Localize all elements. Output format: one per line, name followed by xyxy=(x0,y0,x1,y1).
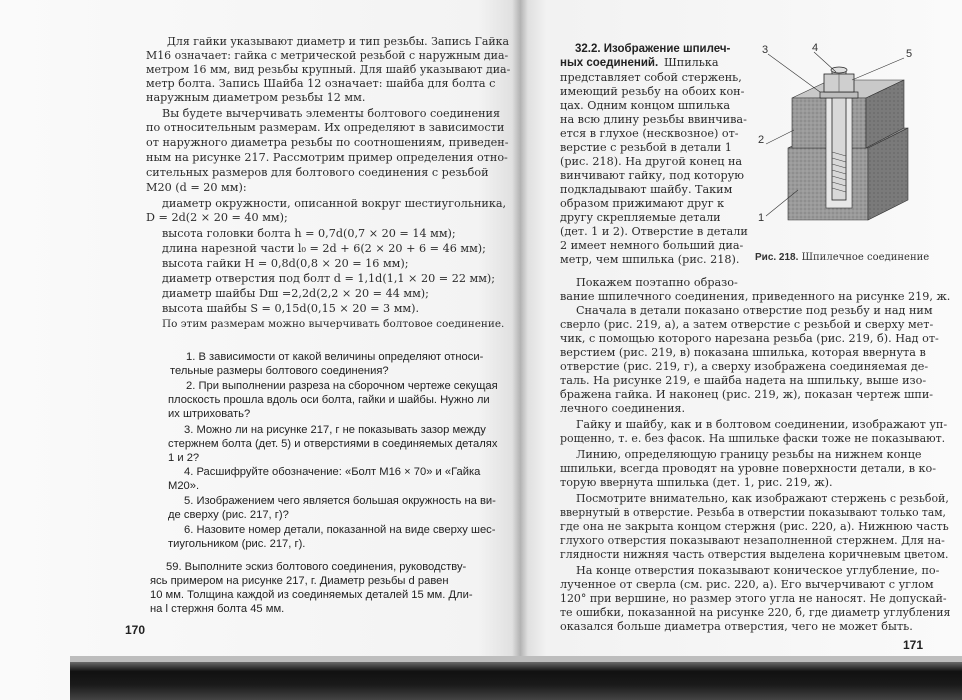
text-line: Шпилька xyxy=(664,56,719,69)
text-line: цах. Одним концом шпилька xyxy=(560,99,731,112)
text-line: Вы будете вычерчивать элементы болтового соединения xyxy=(162,107,501,120)
text-line: Покажем поэтапно образо- xyxy=(576,276,738,289)
text-line: отверстие (рис. 219, г), а сверху изображена соединяемая де- xyxy=(560,360,929,373)
task-line: 59. Выполните эскиз болтового соединения, руководству- xyxy=(166,561,467,573)
figure-label-2: 2 xyxy=(758,134,765,146)
question-line: их штриховать? xyxy=(168,408,251,420)
text-line: М16 означает: гайка с метрической резьбой с наружным диа- xyxy=(146,49,509,62)
task-line: на l стержня болта 45 мм. xyxy=(150,603,285,615)
text-line: Линию, определяющую границу резьбы на нижнем конце xyxy=(576,448,922,461)
question-line: де сверху (рис. 217, г)? xyxy=(168,509,289,521)
text-line: высота головки болта h = 0,7d(0,7 × 20 = 14 мм); xyxy=(162,227,456,240)
page-number-right: 171 xyxy=(903,638,924,652)
text-line: глядности нижняя часть отверстия выделена коричневым цветом. xyxy=(560,548,949,561)
text-line: другу скрепляемые детали xyxy=(560,211,721,224)
text-line: чик, с помощью которого нарезана резьба (рис. 219, б). Над от- xyxy=(560,332,939,345)
text-line: ется в глухое (несквозное) от- xyxy=(560,127,739,140)
text-line: образом прижимают друг к xyxy=(560,197,725,210)
text-line: представляет собой стержень, xyxy=(560,71,742,84)
text-line: наружным диаметром резьбы 12 мм. xyxy=(146,91,366,104)
text-line: диаметр шайбы Dш =2,2d(2,2 × 20 = 44 мм); xyxy=(162,287,429,300)
text-line: где она не закрыта концом стержня (рис. 220, а). Нижнюю часть xyxy=(560,520,949,533)
caption-number: Рис. 218. xyxy=(755,252,799,263)
text-line: рощенно, т. е. без фасок. На шпильке фаски тоже не показывают. xyxy=(560,432,946,445)
text-line: ввернутый в отверстие. Резьба в отверстии показывают только там, xyxy=(560,506,946,519)
text-line: оказался больше диаметра отверстия, чего не может быть. xyxy=(560,620,913,633)
figure-label-1: 1 xyxy=(758,212,765,224)
text-line: Сначала в детали показано отверстие под резьбу и над ним xyxy=(576,304,933,317)
text-line: метром 16 мм, вид резьбы крупный. Для шайб указывают диа- xyxy=(146,63,511,76)
text-line: винчивают гайку, под которую xyxy=(560,169,744,182)
question-line: тельные размеры болтового соединения? xyxy=(170,365,389,377)
stud-connection-figure xyxy=(748,40,930,240)
text-line: Посмотрите внимательно, как изображают стержень с резьбой, xyxy=(576,492,949,505)
question-line: 3. Можно ли на рисунке 217, г не показывать зазор между xyxy=(184,424,486,436)
text-line: торую ввернута шпилька (дет. 1, рис. 219, ж). xyxy=(560,476,833,489)
page-number-left: 170 xyxy=(125,623,146,637)
figure-caption xyxy=(755,252,929,263)
text-line: метр болта. Запись Шайба 12 означает: шайба для болта с xyxy=(146,77,496,90)
text-line: по относительным размерам. Их определяют в зависимости xyxy=(146,121,505,134)
text-line: верстие с резьбой в детали 1 xyxy=(560,141,732,154)
text-line: лученное от сверла (см. рис. 220, а). Его вычерчивают с углом xyxy=(560,578,934,591)
text-line: подкладывают шайбу. Таким xyxy=(560,183,733,196)
caption-text: Шпилечное соединение xyxy=(801,252,930,263)
question-line: 6. Назовите номер детали, показанной на виде сверху шес- xyxy=(184,524,496,536)
question-line: плоскость прошла вдоль оси болта, гайки и шайбы. Нужно ли xyxy=(168,394,490,406)
question-line: М20». xyxy=(168,480,200,492)
text-line: сительных размеров для болтового соединения с резьбой xyxy=(146,166,489,179)
question-line: стержнем болта (дет. 5) и отверстиями в соединяемых деталях xyxy=(168,438,498,450)
text-line: высота гайки H = 0,8d(0,8 × 20 = 16 мм); xyxy=(162,257,409,270)
text-line: диаметр окружности, описанной вокруг шестиугольника, xyxy=(162,197,507,210)
text-line: высота шайбы S = 0,15d(0,15 × 20 = 3 мм). xyxy=(162,302,420,315)
question-line: 1. В зависимости от какой величины определяют относи- xyxy=(186,351,484,363)
text-line: (дет. 1 и 2). Отверстие в детали xyxy=(560,225,748,238)
figure-label-5: 5 xyxy=(906,48,913,60)
text-line: (рис. 218). На другой конец на xyxy=(560,155,743,168)
text-line: D = 2d(2 × 20 = 40 мм); xyxy=(146,211,288,224)
text-line: ным на рисунке 217. Рассмотрим пример определения отно- xyxy=(146,151,508,164)
task-line: ясь примером на рисунке 217, г. Диаметр резьбы d равен xyxy=(150,575,449,587)
text-line: те ошибки, показанной на рисунке 220, б, где диаметр углубления xyxy=(560,606,951,619)
text-line: метр, чем шпилька (рис. 218). xyxy=(560,253,740,266)
question-line: 2. При выполнении разреза на сборочном чертеже секущая xyxy=(186,380,498,392)
task-line: 10 мм. Толщина каждой из соединяемых деталей 15 мм. Дли- xyxy=(150,589,473,601)
text-line: от наружного диаметра резьбы по соотношениям, приведен- xyxy=(146,136,509,149)
text-line: лечного соединения. xyxy=(560,402,686,415)
question-line: тиугольником (рис. 217, г). xyxy=(168,538,306,550)
text-line: 2 имеет немного больший диа- xyxy=(560,239,744,252)
text-line: имеющий резьбу на обоих кон- xyxy=(560,85,745,98)
text-line: верстием (рис. 219, в) показана шпилька, которая ввернута в xyxy=(560,346,926,359)
text-line: бражена гайка. И наконец (рис. 219, ж), показан чертеж шпи- xyxy=(560,388,934,401)
text-line: на всю длину резьбы ввинчива- xyxy=(560,113,747,126)
text-line: На конце отверстия показывают коническое углубление, по- xyxy=(576,564,940,577)
heading-line: ных соединений. xyxy=(560,57,659,69)
washer xyxy=(820,92,858,98)
scan-edge-shadow xyxy=(70,662,962,700)
text-line: длина нарезной части l₀ = 2d + 6(2 × 20 + 6 = 46 мм); xyxy=(162,242,486,255)
question-line: 4. Расшифруйте обозначение: «Болт М16 × 70» и «Гайка xyxy=(184,466,481,478)
text-line: Гайку и шайбу, как и в болтовом соединении, изображают уп- xyxy=(576,418,948,431)
text-line: Для гайки указывают диаметр и тип резьбы. Запись Гайка xyxy=(167,35,509,48)
question-line: 5. Изображением чего является большая окружность на ви- xyxy=(184,495,496,507)
text-line: глухого отверстия показывают незаполненной стержнем. Для на- xyxy=(560,534,945,547)
text-line: вание шпилечного соединения, приведенного на рисунке 219, ж. xyxy=(560,290,951,303)
question-line: 1 и 2? xyxy=(168,452,200,464)
text-line: диаметр отверстия под болт d = 1,1d(1,1 × 20 = 22 мм); xyxy=(162,272,496,285)
text-line: М20 (d = 20 мм): xyxy=(146,181,247,194)
text-line: таль. На рисунке 219, е шайба надета на шпильку, выше изо- xyxy=(560,374,927,387)
book-gutter xyxy=(512,0,528,700)
text-line: шпильки, всегда проводят на уровне поверхности детали, в ко- xyxy=(560,462,937,475)
heading-line: 32.2. Изображение шпилеч- xyxy=(575,43,731,55)
figure-label-4: 4 xyxy=(812,42,819,54)
text-line: сверло (рис. 219, а), а затем отверстие с резьбой и сверху мет- xyxy=(560,318,934,331)
figure-label-3: 3 xyxy=(762,44,769,56)
text-line: 120° при вершине, но размер этого угла не наносят. Не допускай- xyxy=(560,592,947,605)
text-line: По этим размерам можно вычерчивать болтовое соединение. xyxy=(162,318,505,330)
